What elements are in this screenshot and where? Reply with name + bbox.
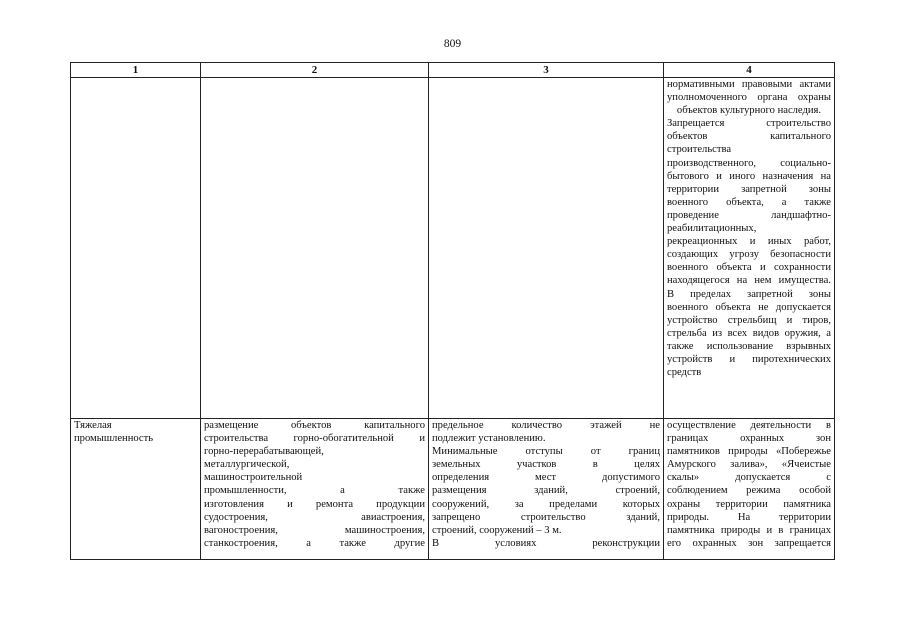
cell-text-line: военного объекта не допускается [667,301,831,313]
cell-text-line: земельных участков в целях [432,459,660,471]
cell-text-line: сооружений, за пределами которых [432,498,660,510]
cell-text-line: производственного, социально- [667,157,831,169]
cell-text-line: Амурского залива», «Ячеистые [667,459,831,471]
row2-restrictions-cell [664,419,835,560]
cell-text-line: уполномоченного органа охраны [667,92,831,104]
cell-text-line: устройств и пиротехнических [667,353,831,365]
table-row [71,78,835,419]
cell-text-line: машиностроительной [204,472,303,484]
cell-text-line: Минимальные отступы от границ [432,446,660,458]
row1-col4-cell [664,78,835,419]
row2-description-cell [201,419,429,560]
zoning-table [70,62,835,560]
cell-text-line: границах охранных зон [667,433,831,445]
row1-col3-cell [429,78,664,419]
cell-text-line: промышленности, а также [204,485,425,497]
cell-text-line: промышленность [74,433,154,445]
cell-text-line: Запрещается строительство [667,118,831,130]
cell-text-line: объектов культурного наследия. [676,105,822,117]
cell-text-line: устройство стрельбищ и тиров, [667,314,831,326]
cell-text-line: вагоностроения, машиностроения, [204,524,425,536]
column-header-4: 4 [664,63,835,78]
table-row [71,419,835,560]
cell-text-line: объектов капитального [667,131,831,143]
cell-text-line: строительства [667,144,732,156]
row2-activity-name-cell [71,419,201,560]
cell-text-line: осуществление деятельности в [667,420,831,431]
cell-text-line: его охранных зон запрещается [667,537,831,549]
cell-text-line: территории запретной зоны [667,183,831,195]
cell-text-line: военного объекта и сохранности [667,262,831,274]
page-number: 809 [443,38,462,50]
cell-text-line: строительства горно-обогатительной и [204,433,425,445]
cell-text-line: рекреационных и иных работ, [667,236,831,248]
cell-text-line: реабилитационных, [667,223,757,235]
cell-text-line: соблюдением режима особой [667,485,831,497]
table-header-row [71,63,835,78]
cell-text-line: В условиях реконструкции [432,537,660,549]
cell-text-line: находящегося на нем имущества. [667,275,831,287]
cell-text-line: подлежит установлению. [432,433,546,445]
cell-text-line: бытового и иного назначения на [667,170,831,182]
cell-text-line: строений, сооружений – 3 м. [432,524,562,536]
column-header-2: 2 [201,63,429,78]
cell-text-line: создающих угрозу безопасности [667,249,831,261]
cell-text-line: горно-перерабатывающей, [204,446,324,458]
cell-text-line: скалы» допускается с [667,472,831,484]
cell-text-line: судостроения, авиастроения, [204,511,425,523]
cell-text-line: военного объекта, а также [667,196,831,208]
cell-text-line: охраны территории памятника [667,498,831,510]
cell-text-line: запрещено строительство зданий, [432,511,660,523]
cell-text-line: размещение объектов капитального [204,420,425,431]
cell-text-line: Тяжелая [74,420,112,431]
cell-text-line: металлургической, [204,459,290,471]
cell-text-line: памятника природы и в границах [667,524,831,536]
cell-text-line: станкостроения, а также другие [204,537,425,549]
cell-text-line: также использование взрывных [667,340,831,352]
row1-col2-cell [201,78,429,419]
row1-col1-cell [71,78,201,419]
cell-text-line: размещения зданий, строений, [432,485,660,497]
cell-text-line: памятников природы «Побережье [667,446,831,458]
cell-text-line: В пределах запретной зоны [667,288,831,300]
cell-text-line: средств [667,367,702,379]
row2-parameters-cell [429,419,664,560]
cell-text-line: нормативными правовыми актами [667,79,831,90]
cell-text-line: проведение ландшафтно- [667,209,831,221]
cell-text-line: изготовления и ремонта продукции [204,498,425,510]
cell-text-line: определения мест допустимого [432,472,660,484]
column-header-3: 3 [429,63,664,78]
cell-text-line: стрельба из всех видов оружия, а [667,327,831,339]
column-header-1: 1 [71,63,201,78]
cell-text-line: природы. На территории [667,511,831,523]
cell-text-line: предельное количество этажей не [432,420,660,431]
